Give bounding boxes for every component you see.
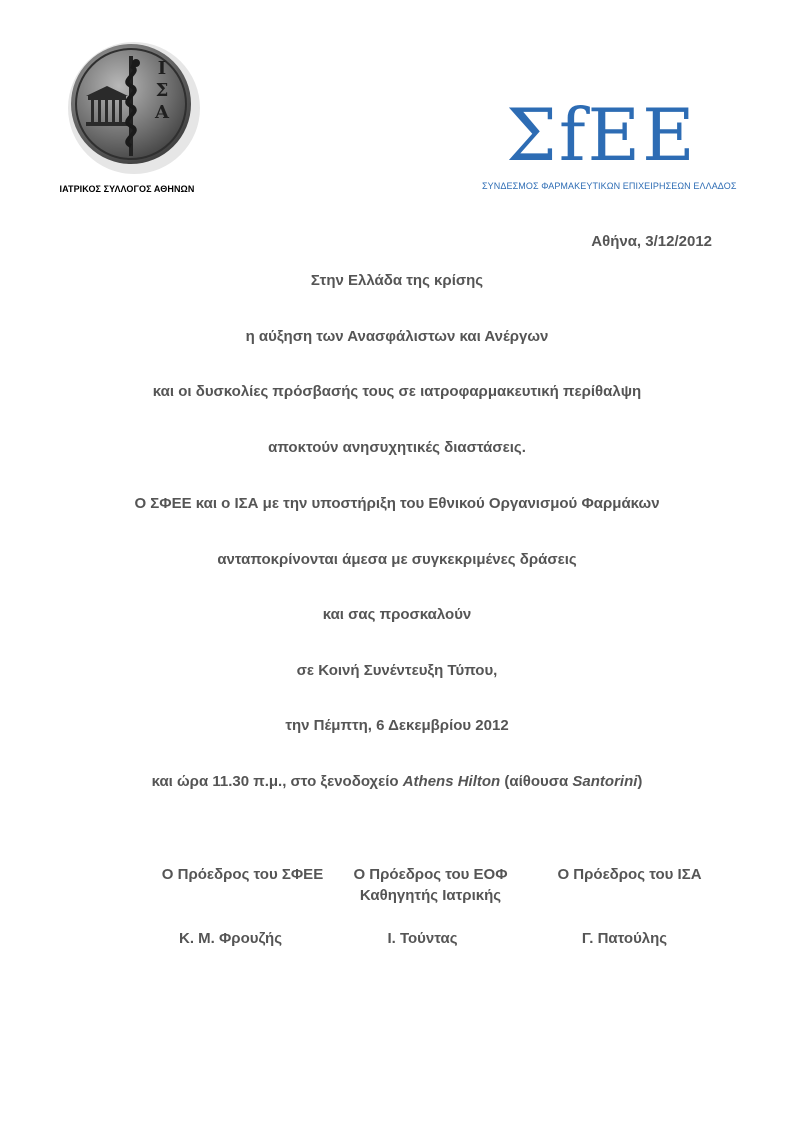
room-name: Santorini [572, 773, 638, 790]
body-line-1: Στην Ελλάδα της κρίσης [310, 272, 484, 289]
hotel-name: Athens Hilton [402, 773, 501, 790]
sfee-logo-text: ΣfΕΕ [506, 93, 697, 177]
body-line-5: Ο ΣΦΕΕ και ο ΙΣΑ με την υποστήριξη του Εθνικού Οργανισμού Φαρμάκων [134, 495, 660, 512]
document-date: Αθήνα, 3/12/2012 [591, 233, 712, 250]
body-line-10-mid: (αίθουσα [500, 773, 573, 790]
body-line-3: και οι δυσκολίες πρόσβασής τους σε ιατροφαρμακευτική περίθαλψη [152, 383, 642, 400]
isa-president-name: Γ. Πατούλης [581, 930, 668, 947]
eof-president-subtitle: Καθηγητής Ιατρικής [359, 887, 502, 904]
isa-logo [64, 38, 204, 178]
body-line-6: ανταποκρίνονται άμεσα με συγκεκριμένες δράσεις [217, 551, 577, 568]
body-line-2: η αύξηση των Ανασφάλιστων και Ανέργων [245, 328, 549, 345]
body-line-7: και σας προσκαλούν [322, 606, 472, 623]
eof-president-title: Ο Πρόεδρος του ΕΟΦ [353, 866, 508, 883]
isa-logo-letters: ΙΣΑ [155, 58, 169, 123]
sfee-president-name: Κ. Μ. Φρουζής [179, 930, 282, 947]
body-line-9: την Πέμπτη, 6 Δεκεμβρίου 2012 [285, 717, 509, 734]
isa-caption: ΙΑΤΡΙΚΟΣ ΣΥΛΛΟΓΟΣ ΑΘΗΝΩΝ [59, 184, 195, 194]
body-line-8: σε Κοινή Συνέντευξη Τύπου, [296, 662, 498, 679]
body-line-10-post: ) [637, 773, 643, 790]
eof-president-name: Ι. Τούντας [387, 930, 458, 947]
body-line-10-pre: και ώρα 11.30 π.μ., στο ξενοδοχείο [151, 773, 403, 790]
isa-president-title: Ο Πρόεδρος του ΙΣΑ [557, 866, 702, 883]
body-line-4: αποκτούν ανησυχητικές διαστάσεις. [268, 439, 526, 456]
sfee-caption: ΣΥΝΔΕΣΜΟΣ ΦΑΡΜΑΚΕΥΤΙΚΩΝ ΕΠΙΧΕΙΡΗΣΕΩΝ ΕΛΛΑΔΟΣ [482, 181, 737, 191]
sfee-logo [506, 95, 716, 175]
sfee-president-title: Ο Πρόεδρος του ΣΦΕΕ [161, 866, 324, 883]
body-line-10 [0, 773, 794, 790]
